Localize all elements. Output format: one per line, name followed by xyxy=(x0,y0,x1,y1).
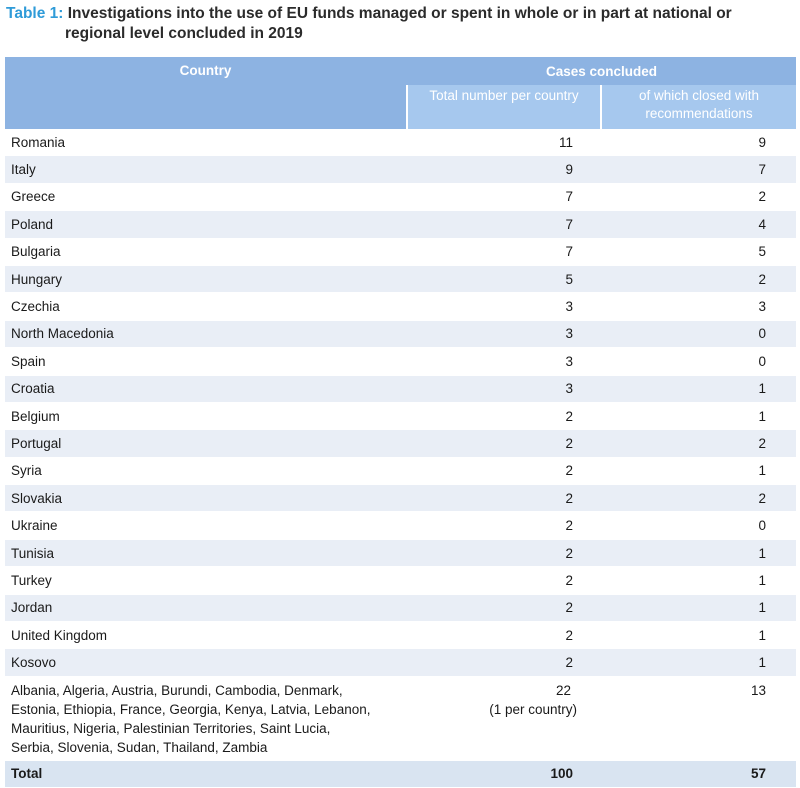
total-cases-cell: 2 xyxy=(407,622,601,649)
recommendations-cell: 4 xyxy=(601,211,796,238)
country-cell: Syria xyxy=(5,457,407,484)
header-recs-line1: of which closed with xyxy=(638,88,760,103)
investigations-table xyxy=(5,57,796,788)
total-cases-cell: 2 xyxy=(407,457,601,484)
country-cell: Tunisia xyxy=(5,539,407,566)
total-cases-cell: 3 xyxy=(407,348,601,375)
table-row xyxy=(5,649,796,676)
country-cell: Poland xyxy=(5,211,407,238)
country-cell: Belgium xyxy=(5,402,407,429)
total-cases-cell: 9 xyxy=(407,156,601,183)
total-cases-cell: 2 xyxy=(407,567,601,594)
country-cell: Slovakia xyxy=(5,485,407,512)
country-cell: Croatia xyxy=(5,375,407,402)
total-cases-cell: 2 xyxy=(407,539,601,566)
country-cell: Hungary xyxy=(5,265,407,292)
others-total-value: 22 xyxy=(555,682,571,698)
recommendations-cell: 5 xyxy=(601,238,796,265)
others-line: Albania, Algeria, Austria, Burundi, Cambodia, Denmark, xyxy=(11,682,343,698)
table-row xyxy=(5,183,796,210)
recommendations-cell: 1 xyxy=(601,402,796,429)
recommendations-cell: 7 xyxy=(601,156,796,183)
country-cell: Romania xyxy=(5,129,407,156)
country-cell: Kosovo xyxy=(5,649,407,676)
table-row xyxy=(5,402,796,429)
total-cases-cell: 2 xyxy=(407,649,601,676)
total-cases-cell: 2 xyxy=(407,485,601,512)
recommendations-cell: 3 xyxy=(601,293,796,320)
recommendations-cell: 1 xyxy=(601,622,796,649)
table-row xyxy=(5,348,796,375)
others-recs: 13 xyxy=(601,676,796,760)
table-row xyxy=(5,293,796,320)
total-cases-cell: 7 xyxy=(407,211,601,238)
total-cases-cell: 11 xyxy=(407,129,601,156)
country-cell: Turkey xyxy=(5,567,407,594)
table-row-total xyxy=(5,760,796,788)
country-cell: Portugal xyxy=(5,430,407,457)
recommendations-cell: 1 xyxy=(601,457,796,484)
total-cases-cell: 7 xyxy=(407,238,601,265)
country-cell: Spain xyxy=(5,348,407,375)
table-row xyxy=(5,211,796,238)
total-cases: 100 xyxy=(407,760,601,788)
recommendations-cell: 1 xyxy=(601,375,796,402)
recommendations-cell: 2 xyxy=(601,183,796,210)
table-row-others xyxy=(5,676,796,760)
total-cases-cell: 2 xyxy=(407,430,601,457)
recommendations-cell: 2 xyxy=(601,485,796,512)
total-cases-cell: 2 xyxy=(407,402,601,429)
table-row xyxy=(5,265,796,292)
table-row xyxy=(5,567,796,594)
total-cases-cell: 5 xyxy=(407,265,601,292)
recommendations-cell: 1 xyxy=(601,539,796,566)
total-cases-cell: 2 xyxy=(407,512,601,539)
recommendations-cell: 0 xyxy=(601,320,796,347)
recommendations-cell: 0 xyxy=(601,512,796,539)
others-total xyxy=(407,676,601,760)
table-title-line2: regional level concluded in 2019 xyxy=(65,25,303,42)
recommendations-cell: 2 xyxy=(601,430,796,457)
table-row xyxy=(5,539,796,566)
country-cell: Bulgaria xyxy=(5,238,407,265)
country-cell: Italy xyxy=(5,156,407,183)
table-row xyxy=(5,430,796,457)
table-row xyxy=(5,129,796,156)
table-row xyxy=(5,238,796,265)
country-cell: North Macedonia xyxy=(5,320,407,347)
others-line: Serbia, Slovenia, Sudan, Thailand, Zambia xyxy=(11,739,268,755)
recommendations-cell: 2 xyxy=(601,265,796,292)
table-row xyxy=(5,320,796,347)
table-row xyxy=(5,485,796,512)
table-row xyxy=(5,156,796,183)
table-row xyxy=(5,375,796,402)
recommendations-cell: 1 xyxy=(601,567,796,594)
total-cases-cell: 2 xyxy=(407,594,601,621)
table-number: Table 1: xyxy=(6,5,64,22)
header-total-per-country: Total number per country xyxy=(407,85,601,129)
country-cell: Jordan xyxy=(5,594,407,621)
others-total-note: (1 per country) xyxy=(489,701,577,717)
header-country: Country xyxy=(5,57,407,129)
table-row xyxy=(5,457,796,484)
table-row xyxy=(5,512,796,539)
country-cell: Greece xyxy=(5,183,407,210)
recommendations-cell: 1 xyxy=(601,594,796,621)
total-label: Total xyxy=(5,760,407,788)
header-cases-concluded: Cases concluded xyxy=(407,57,796,85)
others-countries xyxy=(5,676,407,760)
country-cell: Ukraine xyxy=(5,512,407,539)
total-cases-cell: 3 xyxy=(407,320,601,347)
others-line: Mauritius, Nigeria, Palestinian Territories, Saint Lucia, xyxy=(11,720,331,736)
total-cases-cell: 3 xyxy=(407,293,601,320)
total-recs: 57 xyxy=(601,760,796,788)
recommendations-cell: 9 xyxy=(601,129,796,156)
table-body xyxy=(5,129,796,787)
others-line: Estonia, Ethiopia, France, Georgia, Kenya, Latvia, Lebanon, xyxy=(11,701,371,717)
country-cell: Czechia xyxy=(5,293,407,320)
table-row xyxy=(5,622,796,649)
header-closed-with-recommendations xyxy=(601,85,796,129)
table-title-line1: Investigations into the use of EU funds managed or spent in whole or in part at national or xyxy=(67,5,732,22)
total-cases-cell: 7 xyxy=(407,183,601,210)
header-recs-line2: recommendations xyxy=(645,106,753,121)
table-caption xyxy=(0,0,800,50)
table-row xyxy=(5,594,796,621)
country-cell: United Kingdom xyxy=(5,622,407,649)
recommendations-cell: 1 xyxy=(601,649,796,676)
recommendations-cell: 0 xyxy=(601,348,796,375)
total-cases-cell: 3 xyxy=(407,375,601,402)
